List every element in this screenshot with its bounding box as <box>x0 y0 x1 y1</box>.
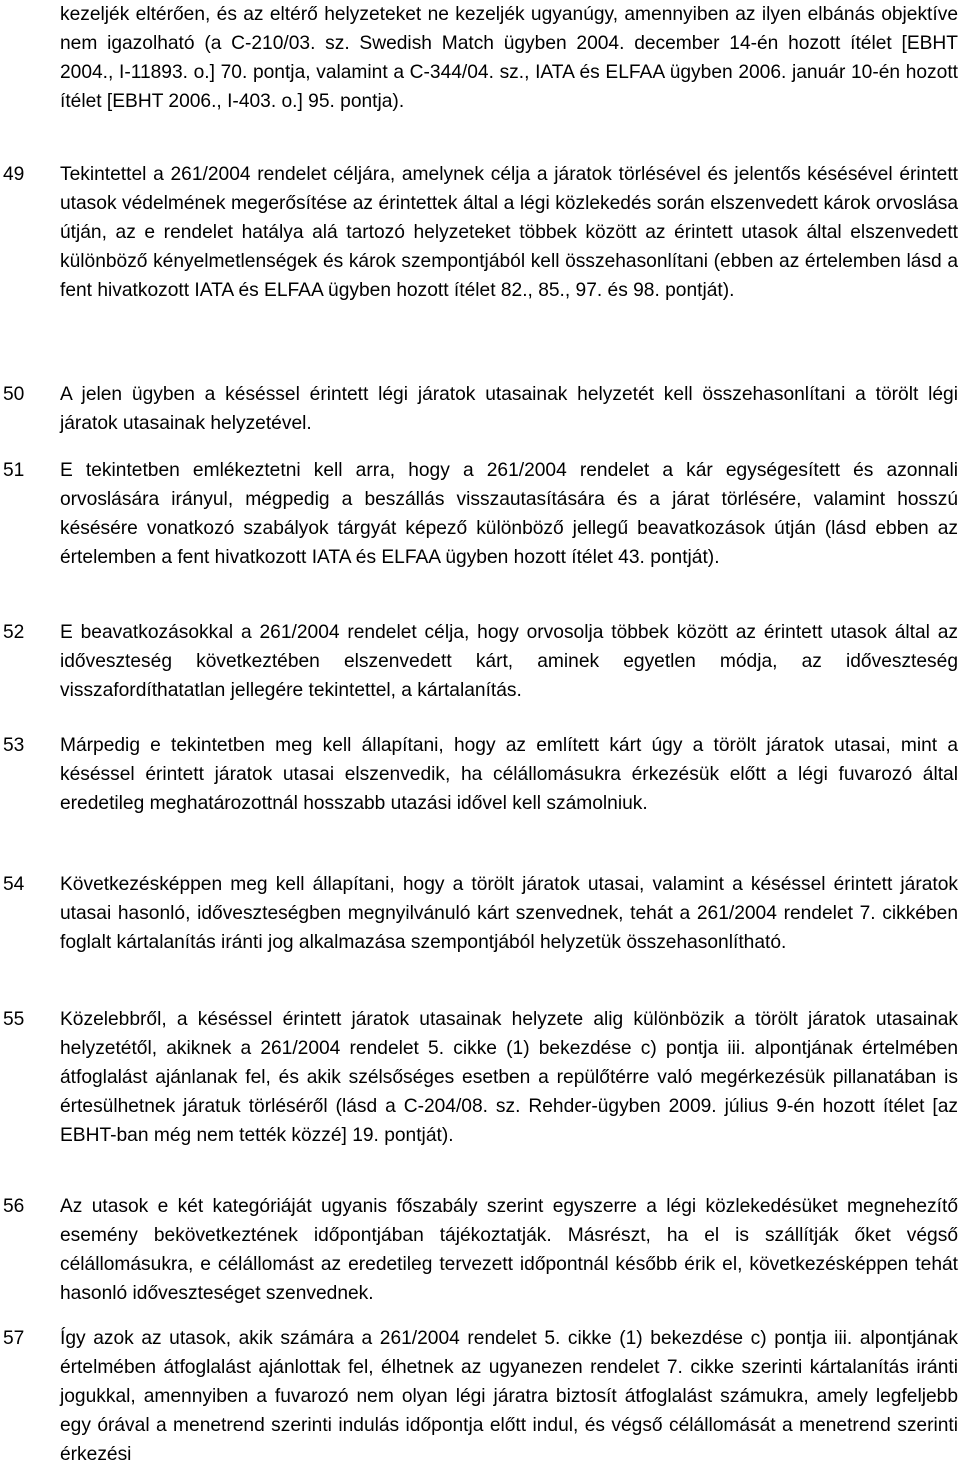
paragraph-text: Következésképpen meg kell állapítani, hogy a törölt járatok utasai, valamint a késéssel érintett járatok utasai hasonló, időveszteségben megnyilvánuló kárt szenvednek, tehát a 261/2004 rendelet 7. cikkében foglalt kártalanítás iránti jog alkalmazása szempontjából helyzetük összehasonlítható. <box>60 874 958 953</box>
paragraph-text: E beavatkozásokkal a 261/2004 rendelet célja, hogy orvosolja többek között az érintett utasok által az időveszteség következtében elszenvedett kárt, aminek egyetlen módja, az időveszteség visszafordíthatatlan jellegére tekintettel, a kártalanítás. <box>60 622 958 701</box>
paragraph-text: Így azok az utasok, akik számára a 261/2004 rendelet 5. cikke (1) bekezdése c) pontja iii. alpontjának értelmében átfoglalást ajánlottak fel, élhetnek az ugyanezen rendelet 7. cikke szerinti kártalanítás iránti jogukkal, amennyiben a fuvarozó nem olyan légi járatra biztosít átfoglalást számukra, amely legfeljebb egy órával a menetrend szerinti indulás időpontja előtt indul, és végső célállomását a menetrend szerinti érkezési <box>60 1328 958 1465</box>
paragraph-number: 52 <box>3 622 25 643</box>
paragraph-number: 50 <box>3 384 25 405</box>
paragraph-text: Közelebbről, a késéssel érintett járatok utasainak helyzete alig különbözik a törölt járatok utasainak helyzetétől, akiknek a 261/2004 rendelet 5. cikke (1) bekezdése c) pontja iii. alpontjának értelmében átfoglalást ajánlanak fel, és akik szélsőséges esetben a repülőtérre való megérkezésük pillanatában is értesülhetnek járatuk törléséről (lásd a C-204/08. sz. Rehder-ügyben 2009. július 9-én hozott ítélet [az EBHT-ban még nem tették közzé] 19. pontját). <box>60 1009 958 1146</box>
paragraph-number: 54 <box>3 874 25 895</box>
paragraph-number: 53 <box>3 735 25 756</box>
paragraph-number: 51 <box>3 460 25 481</box>
paragraph-number: 57 <box>3 1328 25 1349</box>
paragraph-text: E tekintetben emlékeztetni kell arra, hogy a 261/2004 rendelet a kár egységesített és azonnali orvoslására irányul, mégpedig a beszállás visszautasítására és a járat törlésére, valamint hosszú késésére vonatkozó szabályok tárgyát képező különböző jellegű beavatkozások útján (lásd ebben az értelemben a fent hivatkozott IATA és ELFAA ügyben hozott ítélet 43. pontját). <box>60 460 958 568</box>
intro-paragraph-text: kezeljék eltérően, és az eltérő helyzeteket ne kezeljék ugyanúgy, amennyiben az ilyen elbánás objektíve nem igazolható (a C-210/03. sz. Swedish Match ügyben 2004. december 14-én hozott ítélet [EBHT 2004., I-11893. o.] 70. pontja, valamint a C-344/04. sz., IATA és ELFAA ügyben 2006. január 10-én hozott ítélet [EBHT 2006., I-403. o.] 95. pontja). <box>60 4 958 112</box>
paragraph-number: 55 <box>3 1009 25 1030</box>
paragraph-number: 49 <box>3 164 25 185</box>
paragraph-number: 56 <box>3 1196 25 1217</box>
paragraph-text: A jelen ügyben a késéssel érintett légi járatok utasainak helyzetét kell összehasonlítani a törölt légi járatok utasainak helyzetével. <box>60 384 958 434</box>
paragraph-text: Márpedig e tekintetben meg kell állapítani, hogy az említett kárt úgy a törölt járatok utasai, mint a késéssel érintett járatok utasai elszenvedik, ha célállomásukra érkezésük előtt a légi fuvarozó által eredetileg meghatározottnál hosszabb utazási idővel kell számolniuk. <box>60 735 958 814</box>
paragraph-text: Tekintettel a 261/2004 rendelet céljára, amelynek célja a járatok törlésével és jelentős késésével érintett utasok védelmének megerősítése az érintettek által a légi közlekedés során elszenvedett károk orvoslása útján, az e rendelet hatálya alá tartozó helyzeteket többek között az érintett utasok által elszenvedett különböző kényelmetlenségek és károk szempontjából kell összehasonlítani (ebben az értelemben lásd a fent hivatkozott IATA és ELFAA ügyben hozott ítélet 82., 85., 97. és 98. pontját). <box>60 164 958 301</box>
paragraph-text: Az utasok e két kategóriáját ugyanis főszabály szerint egyszerre a légi közlekedésüket megnehezítő esemény bekövetkeztének időpontjában tájékoztatják. Másrészt, ha el is szállítják őket végső célállomásukra, e célállomást az eredetileg tervezett időpontnál később érik el, következésképpen tehát hasonló időveszteséget szenvednek. <box>60 1196 958 1304</box>
